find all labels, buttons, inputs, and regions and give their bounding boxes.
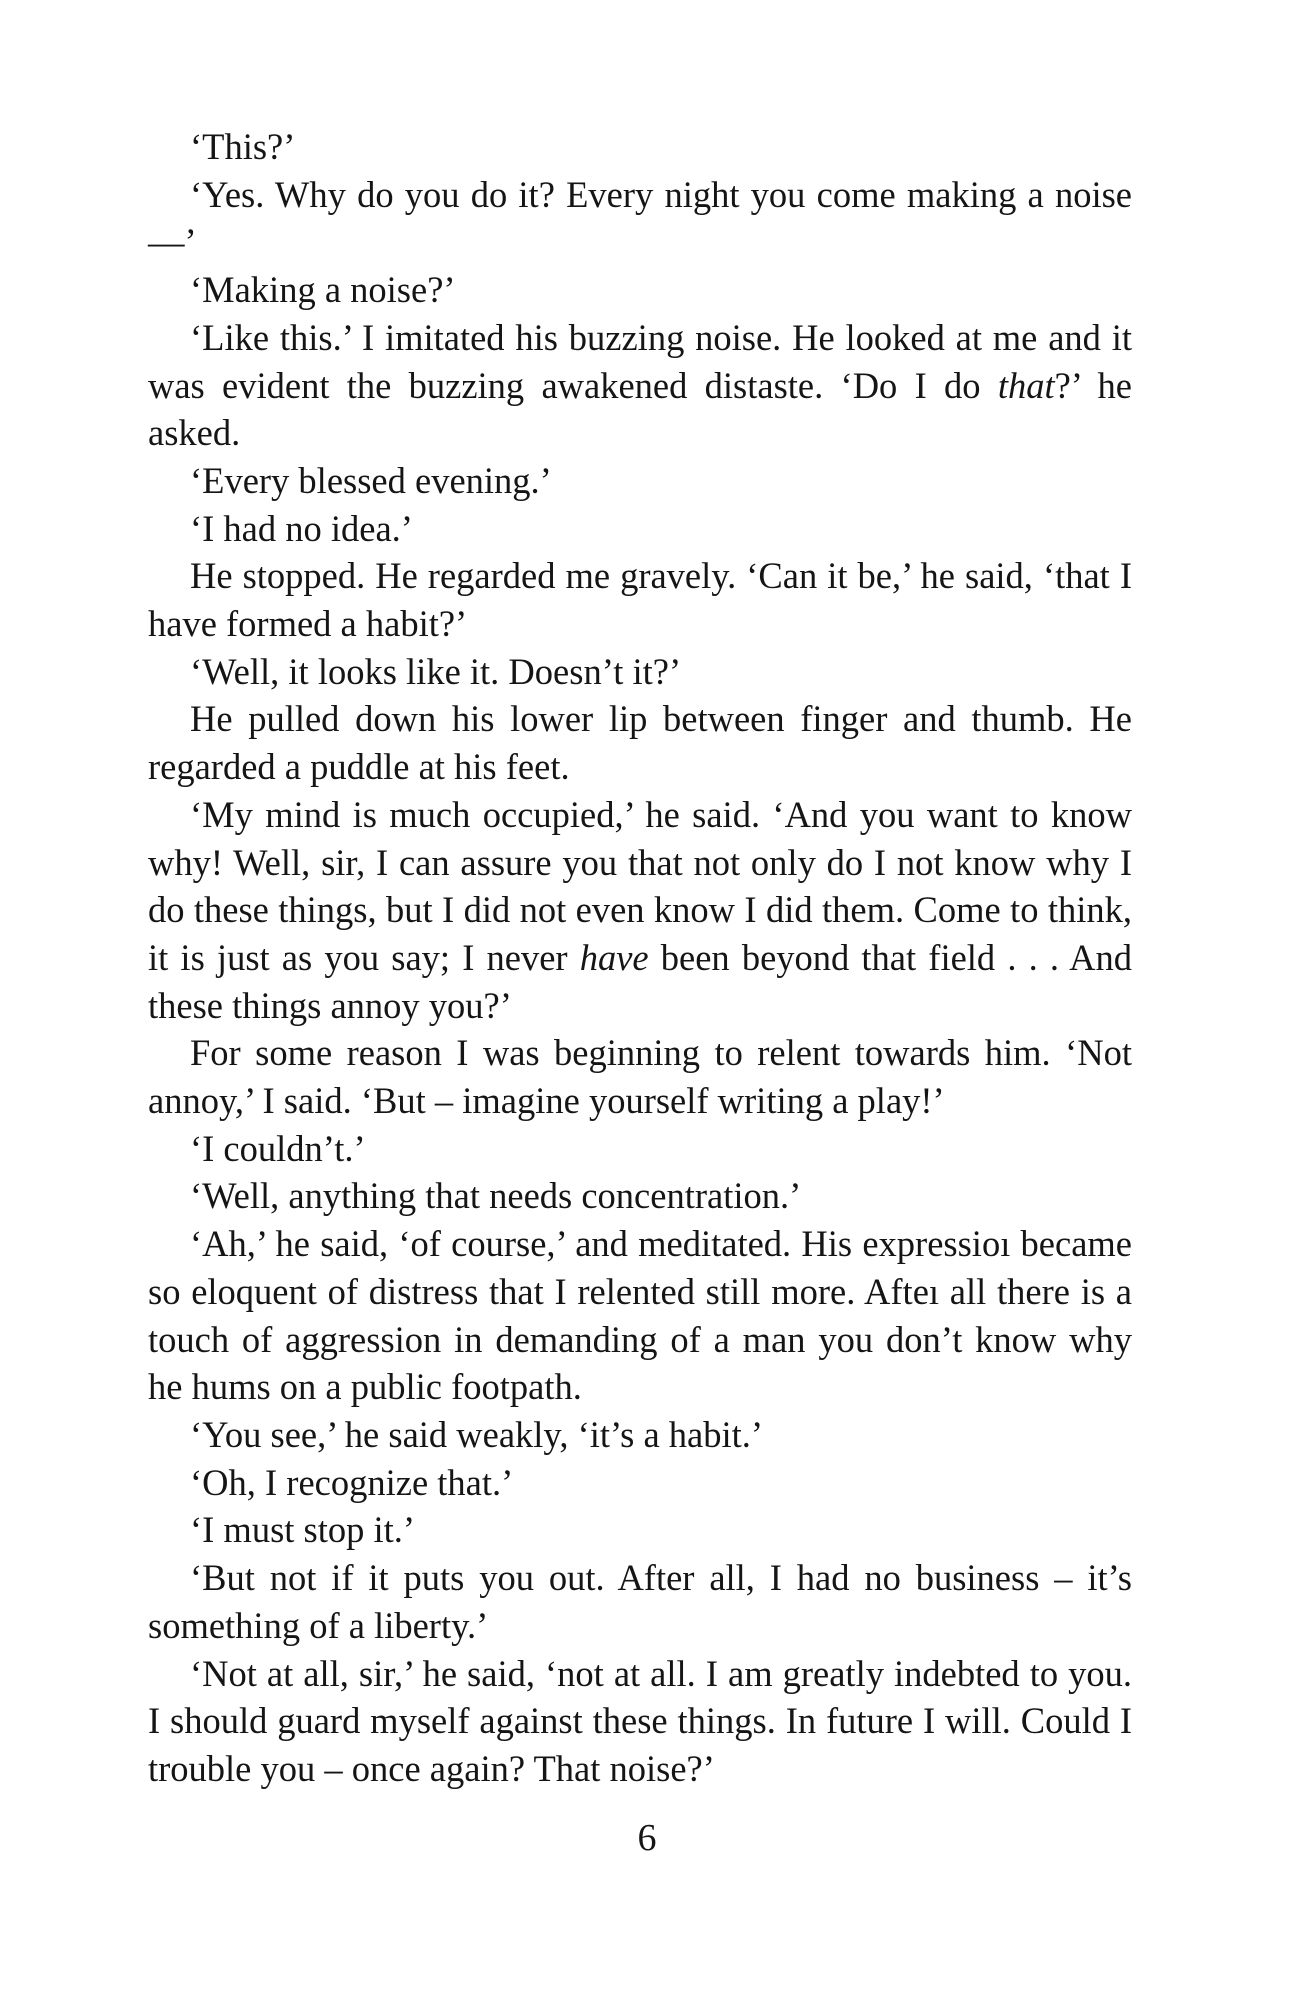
paragraph (148, 314, 1132, 457)
paragraph (148, 791, 1132, 1030)
italic-emphasis: that (997, 364, 1055, 406)
paragraph: ‘Yes. Why do you do it? Every night you come making a noise—’ (148, 173, 1132, 263)
italic-emphasis: have (579, 936, 649, 978)
paragraph: He pulled down his lower lip between finger and thumb. He regarded a puddle at his feet. (148, 698, 1132, 788)
paragraph: He stopped. He regarded me gravely. ‘Can it be,’ he said, ‘that I have formed a habit?’ (148, 555, 1132, 645)
paragraph: ‘But not if it puts you out. After all, I had no business – it’s something of a liberty.’ (148, 1557, 1132, 1646)
paragraph: ‘Oh, I recognize that.’ (190, 1461, 514, 1503)
body-text (148, 123, 1132, 1793)
paragraph: ‘Well, anything that needs concentration.’ (190, 1175, 802, 1217)
paragraph: ‘I had no idea.’ (190, 507, 413, 549)
paragraph: ‘I must stop it.’ (190, 1509, 416, 1551)
paragraph: ‘I couldn’t.’ (190, 1127, 366, 1169)
paragraph: ‘Every blessed evening.’ (190, 459, 552, 501)
paragraph: ‘Well, it looks like it. Doesn’t it?’ (190, 650, 682, 692)
paragraph: ‘This?’ (190, 126, 296, 167)
paragraph: ‘Making a noise?’ (190, 269, 456, 311)
paragraph: ‘Ah,’ he said, ‘of course,’ and meditated. His expressioı became so eloquent of distress that I relented still more. Afteı all there is a touch of aggression in demanding of a man you don’t know why he hums on a public footpath. (148, 1223, 1132, 1408)
text-run: been beyond that field . . . And these things annoy you?’ (148, 936, 1132, 1026)
text-run: ‘Like this.’ I imitated his buzzing noise. He looked at me and it was evident the buzzing awakened distaste. ‘Do I do (148, 316, 1132, 406)
text-run: ?’ he asked. (148, 364, 1132, 454)
page-number: 6 (637, 1817, 657, 1859)
paragraph: ‘Not at all, sir,’ he said, ‘not at all. I am greatly indebted to you. I should guard myself against these things. In future I will. Could I trouble you – once again? That noise?’ (148, 1652, 1132, 1789)
text-run: ‘My mind is much occupied,’ he said. ‘And you want to know why! Well, sir, I can assure you that not only do I not know why I do these things, but I did not even know I did them. Come to think, it is just as you say; I never (148, 793, 1132, 978)
paragraph: ‘You see,’ he said weakly, ‘it’s a habit.’ (190, 1413, 764, 1455)
paragraph: For some reason I was beginning to relent towards him. ‘Not annoy,’ I said. ‘But – imagine yourself writing a play!’ (148, 1032, 1132, 1122)
